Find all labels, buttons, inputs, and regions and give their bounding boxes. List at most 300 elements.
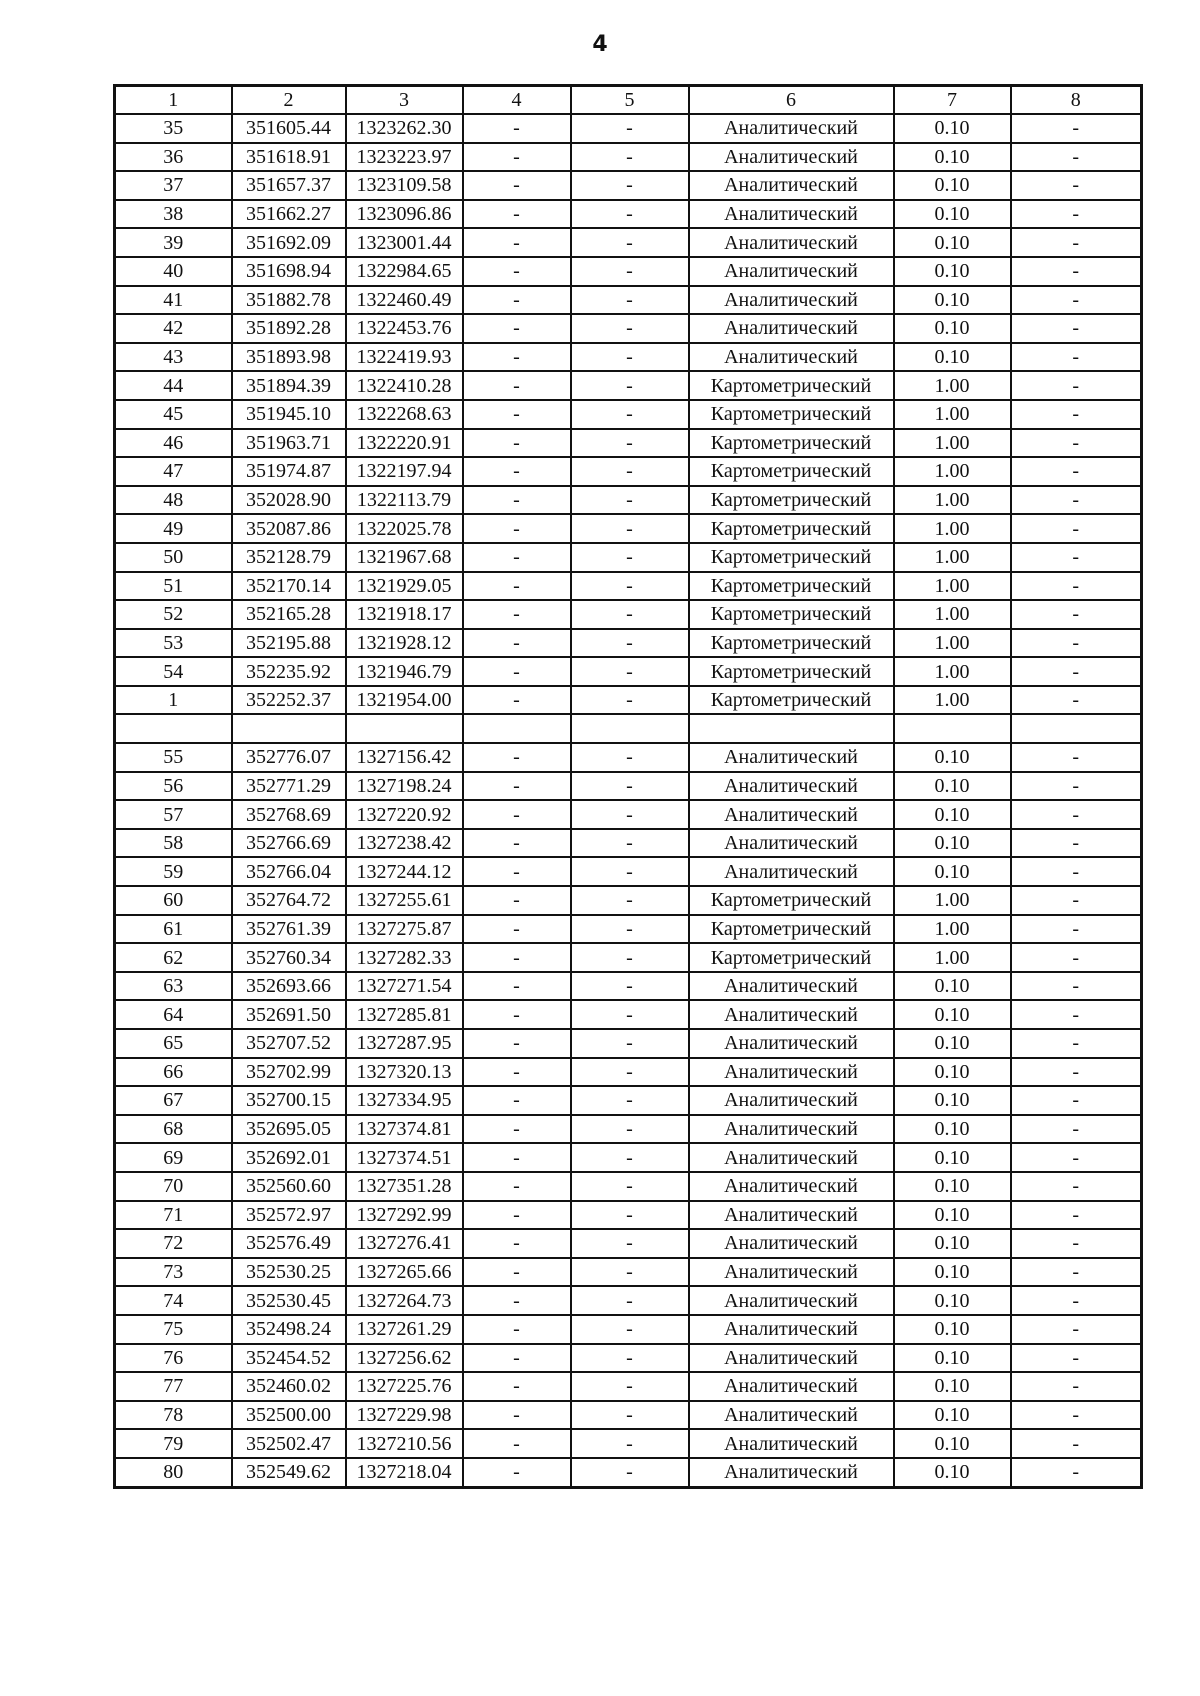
cell-col-4: -	[463, 314, 571, 343]
cell-col-5: -	[571, 543, 689, 572]
cell-accuracy: 0.10	[894, 1315, 1011, 1344]
cell-accuracy: 1.00	[894, 600, 1011, 629]
cell-col-5: -	[571, 1258, 689, 1287]
cell-y-coordinate: 1322268.63	[346, 400, 463, 429]
cell-col-4: -	[463, 171, 571, 200]
cell-y-coordinate: 1322025.78	[346, 514, 463, 543]
cell-accuracy: 0.10	[894, 143, 1011, 172]
table-row	[115, 543, 1142, 572]
cell-accuracy: 1.00	[894, 371, 1011, 400]
cell-point-number: 43	[115, 343, 232, 372]
cell-point-number: 40	[115, 257, 232, 286]
cell-accuracy: 1.00	[894, 943, 1011, 972]
table-row	[115, 171, 1142, 200]
cell-accuracy: 0.10	[894, 1143, 1011, 1172]
cell-accuracy: 1.00	[894, 486, 1011, 515]
cell-col-4: -	[463, 1372, 571, 1401]
cell-col-5: -	[571, 1086, 689, 1115]
table-row	[115, 228, 1142, 257]
cell-y-coordinate: 1327282.33	[346, 943, 463, 972]
cell-y-coordinate: 1327225.76	[346, 1372, 463, 1401]
cell-col-8: -	[1011, 1229, 1142, 1258]
cell-method: Аналитический	[689, 1372, 894, 1401]
cell-point-number: 59	[115, 857, 232, 886]
cell-accuracy: 1.00	[894, 629, 1011, 658]
cell-col-8: -	[1011, 1000, 1142, 1029]
cell-point-number: 36	[115, 143, 232, 172]
cell-col-8: -	[1011, 400, 1142, 429]
cell-method: Картометрический	[689, 486, 894, 515]
cell-col-5: -	[571, 857, 689, 886]
cell-x-coordinate: 352500.00	[232, 1401, 346, 1430]
cell-col-8: -	[1011, 1201, 1142, 1230]
table-row	[115, 286, 1142, 315]
cell-point-number: 64	[115, 1000, 232, 1029]
cell-point-number: 75	[115, 1315, 232, 1344]
table-row	[115, 1029, 1142, 1058]
cell-y-coordinate: 1327374.81	[346, 1115, 463, 1144]
cell-point-number: 38	[115, 200, 232, 229]
cell-x-coordinate: 352235.92	[232, 657, 346, 686]
cell-point-number: 47	[115, 457, 232, 486]
cell-accuracy: 0.10	[894, 114, 1011, 143]
cell-x-coordinate: 351963.71	[232, 429, 346, 458]
cell-x-coordinate: 352771.29	[232, 772, 346, 801]
cell-col-4: -	[463, 1401, 571, 1430]
cell-y-coordinate: 1323109.58	[346, 171, 463, 200]
cell-col-4: -	[463, 1458, 571, 1487]
table-row	[115, 772, 1142, 801]
cell-method: Картометрический	[689, 543, 894, 572]
cell-accuracy: 0.10	[894, 800, 1011, 829]
table-row	[115, 457, 1142, 486]
cell-x-coordinate: 352498.24	[232, 1315, 346, 1344]
cell-col-8: -	[1011, 486, 1142, 515]
cell-x-coordinate: 352760.34	[232, 943, 346, 972]
cell-x-coordinate: 351662.27	[232, 200, 346, 229]
cell-method: Аналитический	[689, 800, 894, 829]
cell-y-coordinate: 1327275.87	[346, 915, 463, 944]
cell-y-coordinate: 1327229.98	[346, 1401, 463, 1430]
cell-accuracy: 1.00	[894, 657, 1011, 686]
cell-col-8: -	[1011, 1143, 1142, 1172]
cell-col-4: -	[463, 1229, 571, 1258]
cell-y-coordinate: 1322410.28	[346, 371, 463, 400]
cell-method: Картометрический	[689, 657, 894, 686]
cell-accuracy: 0.10	[894, 829, 1011, 858]
table-row	[115, 743, 1142, 772]
cell-method: Аналитический	[689, 1258, 894, 1287]
cell-point-number: 51	[115, 572, 232, 601]
cell-accuracy: 0.10	[894, 1029, 1011, 1058]
cell-point-number: 58	[115, 829, 232, 858]
cell-x-coordinate: 352700.15	[232, 1086, 346, 1115]
cell-accuracy: 0.10	[894, 1429, 1011, 1458]
cell-col-5: -	[571, 114, 689, 143]
cell-col-5: -	[571, 1115, 689, 1144]
cell-col-4: -	[463, 1115, 571, 1144]
cell-x-coordinate: 352549.62	[232, 1458, 346, 1487]
cell-col-5: -	[571, 972, 689, 1001]
cell-col-8: -	[1011, 1315, 1142, 1344]
cell-col-4: -	[463, 657, 571, 686]
cell-point-number: 39	[115, 228, 232, 257]
cell-point-number: 73	[115, 1258, 232, 1287]
table-row	[115, 1058, 1142, 1087]
cell-method: Аналитический	[689, 1429, 894, 1458]
cell-y-coordinate: 1322460.49	[346, 286, 463, 315]
table-row	[115, 343, 1142, 372]
cell-accuracy: 0.10	[894, 314, 1011, 343]
cell-method: Картометрический	[689, 371, 894, 400]
table-row	[115, 114, 1142, 143]
cell-x-coordinate: 351974.87	[232, 457, 346, 486]
table-row	[115, 1458, 1142, 1487]
cell-point-number: 1	[115, 686, 232, 715]
table-row	[115, 829, 1142, 858]
table-row	[115, 1201, 1142, 1230]
cell-x-coordinate: 352576.49	[232, 1229, 346, 1258]
cell-col-4: -	[463, 400, 571, 429]
cell-col-4: -	[463, 1258, 571, 1287]
cell-x-coordinate: 352692.01	[232, 1143, 346, 1172]
cell-col-8: -	[1011, 657, 1142, 686]
table-row	[115, 429, 1142, 458]
cell-x-coordinate: 352165.28	[232, 600, 346, 629]
table-row	[115, 800, 1142, 829]
cell-accuracy: 0.10	[894, 1286, 1011, 1315]
cell-col-8: -	[1011, 514, 1142, 543]
column-header: 8	[1011, 86, 1142, 115]
cell-x-coordinate: 351882.78	[232, 286, 346, 315]
cell-accuracy: 0.10	[894, 1201, 1011, 1230]
cell-col-5: -	[571, 286, 689, 315]
cell-method: Картометрический	[689, 915, 894, 944]
cell-col-5: -	[571, 457, 689, 486]
cell-accuracy: 1.00	[894, 686, 1011, 715]
table-row	[115, 1143, 1142, 1172]
cell-y-coordinate: 1322984.65	[346, 257, 463, 286]
column-header: 7	[894, 86, 1011, 115]
column-header: 5	[571, 86, 689, 115]
cell-col-8	[1011, 714, 1142, 743]
cell-col-8: -	[1011, 1458, 1142, 1487]
cell-point-number: 41	[115, 286, 232, 315]
cell-point-number: 63	[115, 972, 232, 1001]
cell-method: Аналитический	[689, 1315, 894, 1344]
cell-col-8: -	[1011, 886, 1142, 915]
cell-col-5: -	[571, 600, 689, 629]
cell-point-number: 68	[115, 1115, 232, 1144]
cell-method: Аналитический	[689, 1201, 894, 1230]
cell-point-number: 76	[115, 1344, 232, 1373]
cell-col-8: -	[1011, 972, 1142, 1001]
cell-method: Картометрический	[689, 457, 894, 486]
cell-x-coordinate: 351618.91	[232, 143, 346, 172]
cell-x-coordinate: 352776.07	[232, 743, 346, 772]
cell-y-coordinate: 1327292.99	[346, 1201, 463, 1230]
table-row	[115, 1429, 1142, 1458]
cell-y-coordinate: 1327156.42	[346, 743, 463, 772]
cell-y-coordinate: 1322419.93	[346, 343, 463, 372]
cell-x-coordinate: 352170.14	[232, 572, 346, 601]
cell-col-5: -	[571, 171, 689, 200]
table-row	[115, 1229, 1142, 1258]
cell-col-5	[571, 714, 689, 743]
cell-col-8: -	[1011, 257, 1142, 286]
cell-col-4: -	[463, 686, 571, 715]
cell-x-coordinate: 352087.86	[232, 514, 346, 543]
cell-accuracy	[894, 714, 1011, 743]
cell-col-5: -	[571, 1344, 689, 1373]
cell-x-coordinate: 351698.94	[232, 257, 346, 286]
table-row	[115, 1000, 1142, 1029]
cell-accuracy: 0.10	[894, 1086, 1011, 1115]
cell-y-coordinate: 1321918.17	[346, 600, 463, 629]
cell-col-5: -	[571, 371, 689, 400]
cell-col-4: -	[463, 1172, 571, 1201]
cell-col-5: -	[571, 1458, 689, 1487]
cell-accuracy: 0.10	[894, 972, 1011, 1001]
cell-col-5: -	[571, 1143, 689, 1172]
cell-col-4: -	[463, 1029, 571, 1058]
cell-col-4: -	[463, 886, 571, 915]
cell-x-coordinate: 351894.39	[232, 371, 346, 400]
cell-method: Аналитический	[689, 171, 894, 200]
cell-point-number: 79	[115, 1429, 232, 1458]
cell-accuracy: 1.00	[894, 457, 1011, 486]
cell-accuracy: 0.10	[894, 1258, 1011, 1287]
cell-accuracy: 0.10	[894, 857, 1011, 886]
cell-col-5: -	[571, 629, 689, 658]
cell-col-4: -	[463, 286, 571, 315]
cell-method: Картометрический	[689, 600, 894, 629]
cell-col-4: -	[463, 143, 571, 172]
column-header: 6	[689, 86, 894, 115]
cell-x-coordinate: 351945.10	[232, 400, 346, 429]
cell-accuracy: 0.10	[894, 228, 1011, 257]
cell-point-number: 60	[115, 886, 232, 915]
cell-col-8: -	[1011, 800, 1142, 829]
cell-col-4: -	[463, 857, 571, 886]
cell-y-coordinate: 1327210.56	[346, 1429, 463, 1458]
cell-col-5: -	[571, 657, 689, 686]
cell-point-number: 49	[115, 514, 232, 543]
cell-point-number: 72	[115, 1229, 232, 1258]
cell-accuracy: 1.00	[894, 886, 1011, 915]
cell-col-8: -	[1011, 857, 1142, 886]
cell-col-8: -	[1011, 600, 1142, 629]
cell-col-8: -	[1011, 200, 1142, 229]
cell-y-coordinate: 1327256.62	[346, 1344, 463, 1373]
cell-point-number: 44	[115, 371, 232, 400]
cell-y-coordinate: 1327287.95	[346, 1029, 463, 1058]
cell-point-number: 53	[115, 629, 232, 658]
cell-method: Картометрический	[689, 943, 894, 972]
cell-col-5: -	[571, 1029, 689, 1058]
cell-y-coordinate: 1322113.79	[346, 486, 463, 515]
table-row	[115, 1258, 1142, 1287]
cell-point-number: 52	[115, 600, 232, 629]
cell-y-coordinate: 1321954.00	[346, 686, 463, 715]
cell-method: Аналитический	[689, 200, 894, 229]
cell-accuracy: 0.10	[894, 1058, 1011, 1087]
table-row	[115, 657, 1142, 686]
column-header: 1	[115, 86, 232, 115]
cell-col-4: -	[463, 600, 571, 629]
cell-col-4: -	[463, 1000, 571, 1029]
cell-x-coordinate: 352028.90	[232, 486, 346, 515]
cell-col-8: -	[1011, 371, 1142, 400]
cell-x-coordinate: 351605.44	[232, 114, 346, 143]
cell-y-coordinate: 1327198.24	[346, 772, 463, 801]
cell-point-number: 45	[115, 400, 232, 429]
cell-method: Аналитический	[689, 1058, 894, 1087]
cell-x-coordinate: 352707.52	[232, 1029, 346, 1058]
table-row	[115, 1172, 1142, 1201]
cell-method: Аналитический	[689, 743, 894, 772]
cell-col-5: -	[571, 514, 689, 543]
cell-point-number: 46	[115, 429, 232, 458]
table-body	[115, 86, 1142, 1488]
cell-y-coordinate: 1321928.12	[346, 629, 463, 658]
table-row	[115, 943, 1142, 972]
cell-point-number: 66	[115, 1058, 232, 1087]
table-row	[115, 600, 1142, 629]
table-row	[115, 371, 1142, 400]
cell-col-5: -	[571, 800, 689, 829]
column-header: 2	[232, 86, 346, 115]
cell-y-coordinate: 1327238.42	[346, 829, 463, 858]
cell-col-4: -	[463, 943, 571, 972]
cell-col-8: -	[1011, 543, 1142, 572]
cell-col-8: -	[1011, 1086, 1142, 1115]
cell-x-coordinate: 352502.47	[232, 1429, 346, 1458]
cell-x-coordinate: 352560.60	[232, 1172, 346, 1201]
cell-method: Аналитический	[689, 1143, 894, 1172]
cell-y-coordinate: 1322453.76	[346, 314, 463, 343]
cell-y-coordinate: 1323223.97	[346, 143, 463, 172]
cell-method: Аналитический	[689, 1172, 894, 1201]
cell-col-5: -	[571, 1058, 689, 1087]
cell-col-4: -	[463, 514, 571, 543]
table-row	[115, 1115, 1142, 1144]
cell-y-coordinate: 1327351.28	[346, 1172, 463, 1201]
cell-col-5: -	[571, 943, 689, 972]
cell-method: Картометрический	[689, 572, 894, 601]
cell-x-coordinate: 352695.05	[232, 1115, 346, 1144]
cell-method: Аналитический	[689, 1401, 894, 1430]
cell-method: Аналитический	[689, 1344, 894, 1373]
table-row	[115, 486, 1142, 515]
cell-col-4: -	[463, 1429, 571, 1458]
table-row	[115, 629, 1142, 658]
cell-y-coordinate: 1323096.86	[346, 200, 463, 229]
cell-col-5: -	[571, 228, 689, 257]
cell-col-5: -	[571, 314, 689, 343]
cell-y-coordinate: 1321929.05	[346, 572, 463, 601]
cell-point-number: 42	[115, 314, 232, 343]
cell-point-number: 74	[115, 1286, 232, 1315]
table-row	[115, 1315, 1142, 1344]
cell-col-5: -	[571, 1000, 689, 1029]
cell-accuracy: 1.00	[894, 915, 1011, 944]
cell-y-coordinate: 1323001.44	[346, 228, 463, 257]
cell-col-4: -	[463, 1058, 571, 1087]
cell-x-coordinate: 352766.69	[232, 829, 346, 858]
cell-col-4: -	[463, 829, 571, 858]
cell-accuracy: 0.10	[894, 200, 1011, 229]
cell-col-8: -	[1011, 1258, 1142, 1287]
cell-col-5: -	[571, 257, 689, 286]
cell-point-number: 56	[115, 772, 232, 801]
cell-col-4: -	[463, 743, 571, 772]
cell-col-5: -	[571, 743, 689, 772]
cell-point-number: 57	[115, 800, 232, 829]
cell-accuracy: 0.10	[894, 1115, 1011, 1144]
table-row	[115, 572, 1142, 601]
cell-col-4: -	[463, 772, 571, 801]
cell-method: Картометрический	[689, 514, 894, 543]
cell-x-coordinate: 352460.02	[232, 1372, 346, 1401]
cell-accuracy: 0.10	[894, 1000, 1011, 1029]
cell-col-8: -	[1011, 314, 1142, 343]
cell-method: Аналитический	[689, 314, 894, 343]
cell-col-8: -	[1011, 915, 1142, 944]
cell-y-coordinate: 1322197.94	[346, 457, 463, 486]
cell-col-5: -	[571, 1315, 689, 1344]
cell-method: Картометрический	[689, 886, 894, 915]
cell-col-4: -	[463, 1086, 571, 1115]
column-header: 4	[463, 86, 571, 115]
cell-col-8: -	[1011, 829, 1142, 858]
cell-col-8: -	[1011, 429, 1142, 458]
cell-x-coordinate: 351657.37	[232, 171, 346, 200]
cell-col-5: -	[571, 1172, 689, 1201]
cell-col-8: -	[1011, 1058, 1142, 1087]
cell-method: Аналитический	[689, 1086, 894, 1115]
cell-x-coordinate: 352454.52	[232, 1344, 346, 1373]
cell-point-number	[115, 714, 232, 743]
cell-col-4: -	[463, 629, 571, 658]
cell-col-8: -	[1011, 343, 1142, 372]
cell-accuracy: 0.10	[894, 343, 1011, 372]
cell-col-5: -	[571, 1401, 689, 1430]
cell-x-coordinate: 352252.37	[232, 686, 346, 715]
cell-col-8: -	[1011, 1115, 1142, 1144]
cell-y-coordinate: 1327255.61	[346, 886, 463, 915]
cell-x-coordinate: 352761.39	[232, 915, 346, 944]
cell-method: Картометрический	[689, 686, 894, 715]
cell-col-4: -	[463, 972, 571, 1001]
cell-col-8: -	[1011, 143, 1142, 172]
cell-method: Аналитический	[689, 972, 894, 1001]
cell-col-8: -	[1011, 1286, 1142, 1315]
cell-col-8: -	[1011, 1372, 1142, 1401]
cell-y-coordinate: 1321946.79	[346, 657, 463, 686]
table-row	[115, 915, 1142, 944]
cell-y-coordinate: 1327320.13	[346, 1058, 463, 1087]
cell-col-4: -	[463, 1201, 571, 1230]
cell-y-coordinate: 1322220.91	[346, 429, 463, 458]
cell-point-number: 55	[115, 743, 232, 772]
cell-col-5: -	[571, 1229, 689, 1258]
cell-col-8: -	[1011, 228, 1142, 257]
cell-method: Картометрический	[689, 429, 894, 458]
cell-x-coordinate	[232, 714, 346, 743]
coordinates-table	[113, 84, 1143, 1489]
cell-accuracy: 0.10	[894, 1401, 1011, 1430]
